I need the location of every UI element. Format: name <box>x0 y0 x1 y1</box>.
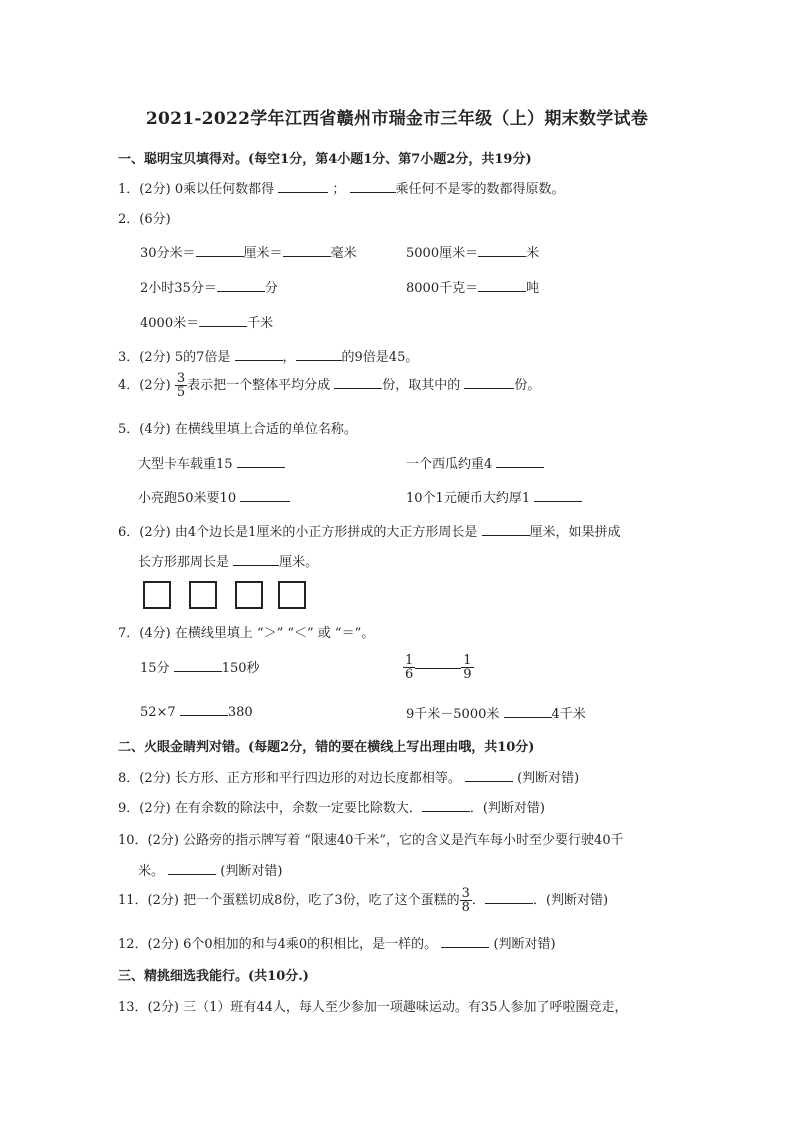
question-7-item <box>140 703 253 720</box>
question-text: ； <box>332 182 346 197</box>
section-heading-1: 一、聪明宝贝填得对。(每空1分，第4小题1分、第7小题2分，共19分) <box>118 152 532 167</box>
question-text: ．(判断对错) <box>532 893 609 908</box>
answer-blank[interactable] <box>350 180 396 193</box>
question-text: 4000米＝ <box>140 316 200 331</box>
question-text: 表示把一个整体平均分成 <box>187 378 331 393</box>
fraction-denominator: 9 <box>463 667 472 682</box>
question-12 <box>118 933 556 952</box>
question-text: 8．(2分) 长方形、正方形和平行四边形的对边长度都相等。 <box>118 771 461 786</box>
question-text: 4．(2分) <box>118 378 171 393</box>
answer-blank[interactable] <box>180 703 228 716</box>
question-13: 13．(2分) 三（1）班有44人，每人至少参加一项趣味运动。有35人参加了呼啦圈竞走， <box>118 1000 628 1015</box>
answer-blank[interactable] <box>464 376 514 389</box>
question-2-item <box>140 277 278 296</box>
answer-blank[interactable] <box>233 553 279 566</box>
question-9 <box>118 797 545 816</box>
answer-blank[interactable] <box>478 244 526 257</box>
answer-blank[interactable] <box>482 523 530 536</box>
question-text: 12．(2分) 6个0相加的和与4乘0的积相比，是一样的。 <box>118 937 438 952</box>
question-7-heading: 7．(4分) 在横线里填上 “＞” “＜” 或 “＝”。 <box>118 626 375 641</box>
question-text: (判断对错) <box>493 937 556 952</box>
question-7-item <box>140 657 260 676</box>
question-text: 份。 <box>514 378 541 393</box>
question-text: ．(判断对错) <box>469 801 545 816</box>
question-text: 的9倍是45。 <box>341 350 419 365</box>
question-text: 9．(2分) 在有余数的除法中，余数一定要比除数大． <box>118 801 422 816</box>
fraction <box>175 372 187 399</box>
answer-blank[interactable] <box>465 769 513 782</box>
question-text: 米。 <box>138 864 165 879</box>
answer-blank[interactable] <box>334 376 382 389</box>
question-2-heading: 2．(6分) <box>118 212 171 227</box>
question-text: 份，取其中的 <box>382 378 461 393</box>
question-2-item <box>140 312 273 331</box>
question-2-item <box>406 277 539 296</box>
section-heading-2: 二、火眼金睛判对错。(每题2分，错的要在横线上写出理由哦，共10分) <box>118 740 535 755</box>
question-text: (判断对错) <box>220 864 283 879</box>
question-6-cont <box>138 551 318 570</box>
question-text: 52×7 <box>140 705 176 720</box>
question-5-item <box>138 453 285 472</box>
question-10-cont <box>138 860 282 879</box>
fraction <box>461 654 473 681</box>
answer-blank[interactable] <box>196 244 244 257</box>
section-heading-3: 三、精挑细选我能行。(共10分.) <box>118 969 309 984</box>
small-square-figure <box>143 581 171 609</box>
question-text: 米 <box>526 246 540 261</box>
fraction-numerator: 1 <box>405 653 414 668</box>
question-text: (判断对错) <box>517 771 580 786</box>
answer-blank[interactable] <box>504 705 552 718</box>
question-text: 10个1元硬币大约厚1 <box>406 491 531 506</box>
answer-blank[interactable] <box>278 180 328 193</box>
question-5-item <box>138 487 290 506</box>
question-text: 30分米＝ <box>140 246 196 261</box>
question-2-item <box>406 242 539 261</box>
answer-blank[interactable] <box>415 667 461 669</box>
answer-blank[interactable] <box>174 659 222 672</box>
answer-blank[interactable] <box>478 279 526 292</box>
answer-blank[interactable] <box>496 455 544 468</box>
fraction <box>460 887 472 914</box>
question-text: 5000厘米＝ <box>406 246 479 261</box>
question-text: 大型卡车载重15 <box>138 457 233 472</box>
question-text: 11．(2分) 把一个蛋糕切成8份，吃了3份，吃了这个蛋糕的 <box>118 893 460 908</box>
question-text: 15分 <box>140 661 170 676</box>
small-square-figure <box>235 581 263 609</box>
answer-blank[interactable] <box>168 862 216 875</box>
question-text: 9千米－5000米 <box>406 707 500 722</box>
question-text: 乘任何不是零的数都得原数。 <box>395 182 565 197</box>
answer-blank[interactable] <box>217 279 265 292</box>
question-text: 380 <box>227 705 253 720</box>
small-square-figure <box>189 581 217 609</box>
question-text: 2小时35分＝ <box>140 281 217 296</box>
question-text: 厘米＝ <box>243 246 283 261</box>
fraction-numerator: 1 <box>463 653 472 668</box>
question-3 <box>118 346 418 365</box>
answer-blank[interactable] <box>485 891 533 904</box>
question-5-item <box>406 453 544 472</box>
answer-blank[interactable] <box>422 799 470 812</box>
fraction-numerator: 3 <box>176 371 186 386</box>
question-text: 长方形那周长是 <box>138 555 230 570</box>
fraction <box>403 654 415 681</box>
question-text: 吨 <box>526 281 540 296</box>
answer-blank[interactable] <box>199 314 247 327</box>
fraction-denominator: 8 <box>461 900 470 915</box>
question-text: 150秒 <box>221 661 260 676</box>
page-title: 2021-2022学年江西省赣州市瑞金市三年级（上）期末数学试卷 <box>145 109 649 129</box>
fraction-numerator: 3 <box>461 886 470 901</box>
question-8 <box>118 767 579 786</box>
question-text: 一个西瓜约重4 <box>406 457 493 472</box>
question-text: 毫米 <box>330 246 357 261</box>
question-text: 8000千克＝ <box>406 281 479 296</box>
answer-blank[interactable] <box>296 348 342 361</box>
question-text: ． <box>471 893 485 908</box>
question-5-item <box>406 487 582 506</box>
question-text: 厘米，如果拼成 <box>529 525 621 540</box>
question-4 <box>118 372 540 399</box>
question-10: 10．(2分) 公路旁的指示牌写着 “限速40千米”，它的含义是汽车每小时至少要行驶40千 <box>118 833 624 848</box>
question-text: 1．(2分) 0乘以任何数都得 <box>118 182 275 197</box>
question-11 <box>118 887 608 914</box>
question-1 <box>118 178 565 197</box>
answer-blank[interactable] <box>283 244 331 257</box>
answer-blank[interactable] <box>235 348 283 361</box>
fraction-denominator: 5 <box>176 385 186 400</box>
question-6 <box>118 521 621 540</box>
question-7-item <box>406 703 586 722</box>
question-5-heading: 5．(4分) 在横线里填上合适的单位名称。 <box>118 422 357 437</box>
answer-blank[interactable] <box>237 455 285 468</box>
question-text: 厘米。 <box>279 555 319 570</box>
question-text: ， <box>282 350 296 365</box>
question-text: 4千米 <box>551 707 586 722</box>
answer-blank[interactable] <box>240 489 290 502</box>
question-text: 千米 <box>247 316 274 331</box>
fraction-denominator: 6 <box>405 667 414 682</box>
question-7-item <box>403 654 474 681</box>
question-2-item <box>140 242 357 261</box>
question-text: 小亮跑50米要10 <box>138 491 237 506</box>
answer-blank[interactable] <box>441 935 489 948</box>
answer-blank[interactable] <box>534 489 582 502</box>
small-square-figure <box>278 581 306 609</box>
question-text: 分 <box>264 281 278 296</box>
question-text: 6．(2分) 由4个边长是1厘米的小正方形拼成的大正方形周长是 <box>118 525 478 540</box>
question-text: 3．(2分) 5的7倍是 <box>118 350 231 365</box>
